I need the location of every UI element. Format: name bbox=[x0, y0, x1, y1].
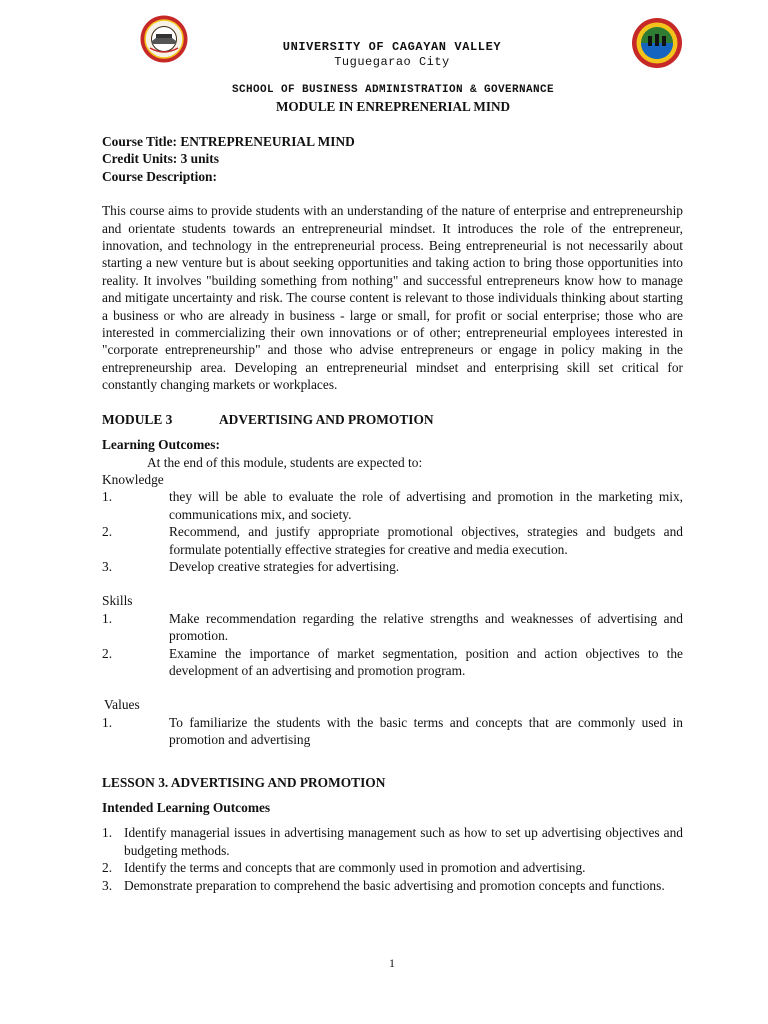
course-title: Course Title: ENTREPRENEURIAL MIND bbox=[102, 134, 355, 149]
list-item: 1. Make recommendation regarding the relative strengths and weaknesses of advertising and promotion. bbox=[102, 610, 683, 644]
list-item: 1. they will be able to evaluate the role of advertising and promotion in the marketing mix, communications mix, and society. bbox=[102, 489, 683, 522]
knowledge-list bbox=[102, 488, 683, 575]
module-heading-title: ADVERTISING AND PROMOTION bbox=[219, 411, 434, 427]
values-label: Values bbox=[104, 697, 140, 713]
list-item: 3. Demonstrate preparation to comprehend the basic advertising and promotion concepts and functions. bbox=[102, 877, 665, 893]
document-body bbox=[102, 133, 683, 894]
module-heading bbox=[102, 411, 683, 428]
school-name: SCHOOL OF BUSINESS ADMINISTRATION & GOVERNANCE bbox=[231, 84, 555, 96]
learning-outcomes-intro: At the end of this module, students are expected to: bbox=[147, 454, 423, 470]
course-description-label: Course Description: bbox=[102, 168, 217, 184]
list-item: 1. Identify managerial issues in advertising management such as how to set up advertising objectives and budgeting methods. bbox=[102, 825, 683, 858]
module-number: MODULE 3 bbox=[102, 411, 173, 427]
knowledge-label: Knowledge bbox=[102, 471, 164, 487]
document-header bbox=[0, 0, 768, 120]
university-name: UNIVERSITY OF CAGAYAN VALLEY bbox=[282, 40, 502, 54]
credit-units: Credit Units: 3 units bbox=[102, 151, 219, 167]
module-title: MODULE IN ENREPRENERIAL MIND bbox=[275, 99, 511, 114]
intended-outcomes-list bbox=[102, 824, 683, 894]
lesson-title: LESSON 3. ADVERTISING AND PROMOTION bbox=[102, 774, 386, 790]
list-item: 2. Identify the terms and concepts that are commonly used in promotion and advertising. bbox=[102, 860, 586, 876]
learning-outcomes-label: Learning Outcomes: bbox=[102, 437, 220, 453]
skills-label: Skills bbox=[102, 593, 133, 609]
values-list bbox=[102, 714, 683, 749]
page-number: 1 bbox=[389, 956, 395, 970]
skills-list bbox=[102, 610, 683, 680]
list-item: 2. Examine the importance of market segmentation, position and action objectives to the development of an advertising and promotion program. bbox=[102, 645, 683, 678]
list-item: 3. Develop creative strategies for advertising. bbox=[102, 558, 400, 574]
intended-outcomes-label: Intended Learning Outcomes bbox=[102, 800, 271, 815]
list-item: 1. To familiarize the students with the basic terms and concepts that are commonly used in promotion and advertising bbox=[102, 714, 683, 748]
school-seal-icon bbox=[628, 17, 686, 69]
list-item: 2. Recommend, and justify appropriate promotional objectives, strategies and budgets and formulate potentially effective strategies for creative and media execution. bbox=[102, 524, 683, 557]
university-city: Tuguegarao City bbox=[334, 55, 450, 69]
course-description: This course aims to provide students with an understanding of the nature of enterprise and entrepreneurship and orientate students towards an entrepreneurial mindset. It introduces the role of the entrepreneur, innovation, and technology in the entrepreneurial process. Being entrepreneurial is not necessarily about starting a new venture but is about seeking opportunities and taking action to bring those opportunities into reality. It involves "building something from nothing" and successful entrepreneurs know how to manage and mitigate uncertainty and risk. The course content is relevant to those individuals thinking about starting a business or who are already in business - large or small, for profit or social enterprise; those who are interested in commercializing their own innovations or of other; entrepreneurial employees interested in "corporate entrepreneurship" and those who advise entrepreneurs or engage in policy making in the entrepreneurship area. Developing an entrepreneurial mindset and enterprising skill set critical for constantly changing markets or workplaces. bbox=[102, 203, 683, 393]
